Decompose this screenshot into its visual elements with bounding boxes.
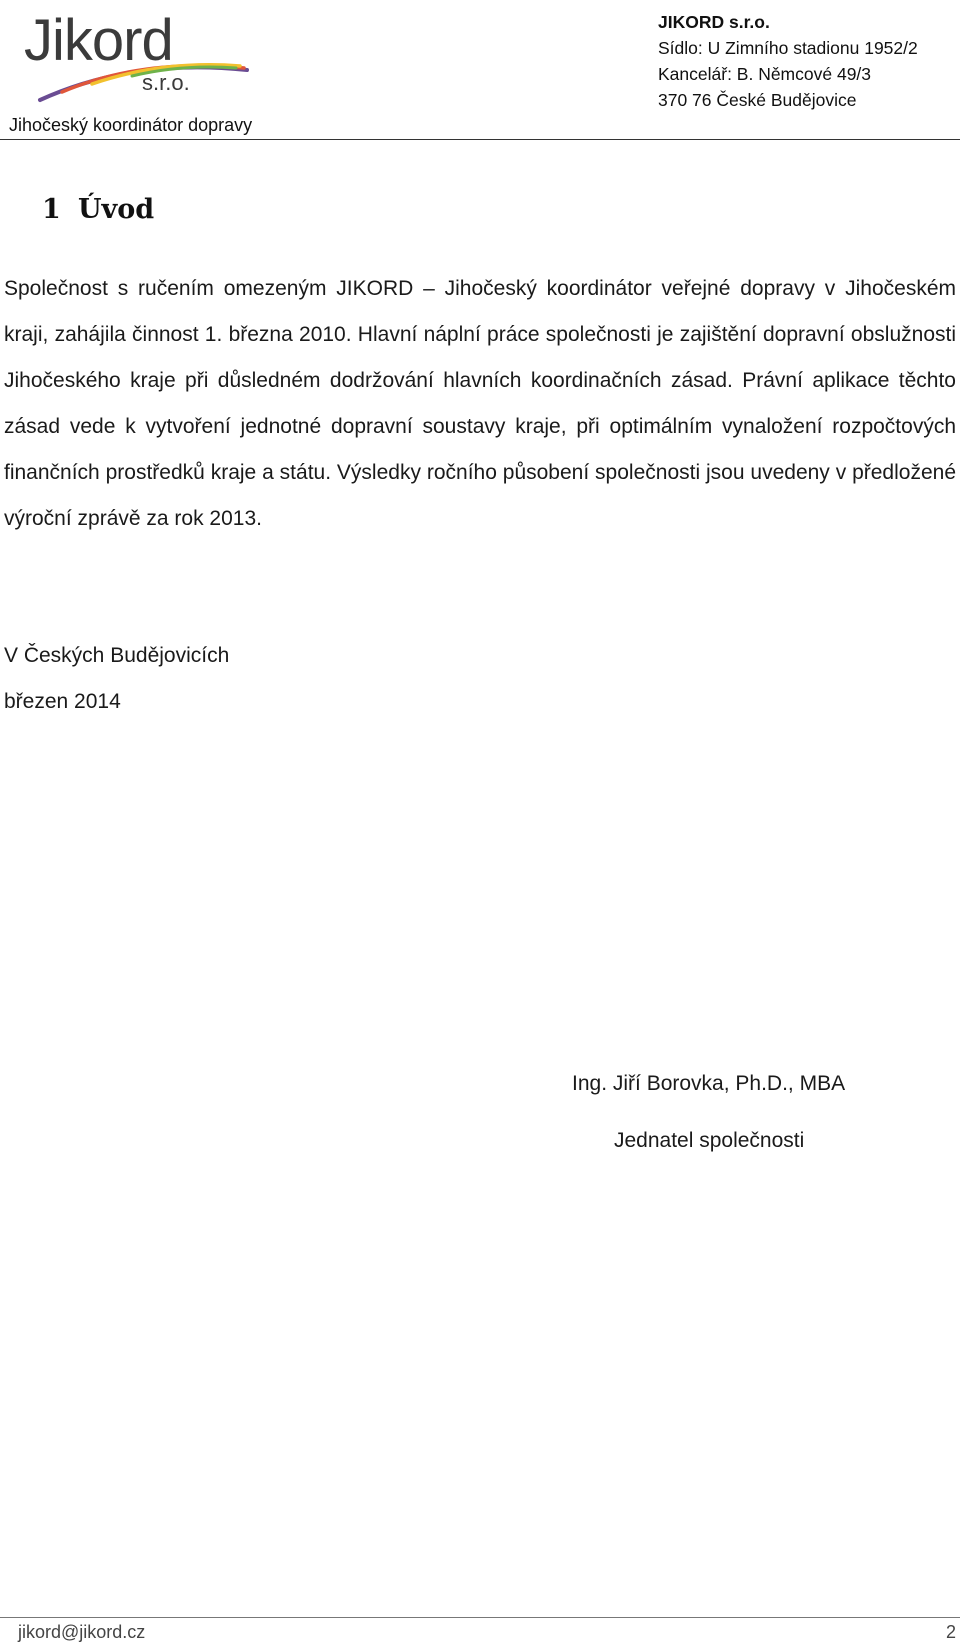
logo-suffix: s.r.o. bbox=[142, 70, 190, 95]
footer-divider bbox=[0, 1617, 960, 1618]
place-line: V Českých Budějovicích bbox=[4, 644, 230, 667]
company-seat: Sídlo: U Zimního stadionu 1952/2 bbox=[658, 38, 918, 58]
logo-wordmark: Jikord bbox=[24, 8, 173, 73]
page-header bbox=[0, 0, 960, 140]
date-line: březen 2014 bbox=[4, 690, 121, 713]
company-address-block bbox=[658, 9, 918, 113]
company-logo bbox=[22, 8, 262, 108]
section-number: 1 bbox=[42, 194, 61, 225]
intro-paragraph: Společnost s ručením omezeným JIKORD – Jihočeský koordinátor veřejné dopravy v Jihočeském kraji, zahájila činnost 1. března 2010. Hlavní náplní práce společnosti je zajištění dopravní obslužnosti Jihočeského kraje při důsledném dodržování hlavních koordinačních zásad. Právní aplikace těchto zásad vede k vytvoření jednotné dopravní soustavy kraje, při optimálním vynaložení rozpočtových finančních prostředků kraje a státu. Výsledky ročního působení společnosti jsou uvedeny v předložené výroční zprávě za rok 2013. bbox=[4, 277, 956, 530]
company-office: Kancelář: B. Němcové 49/3 bbox=[658, 64, 872, 84]
header-divider bbox=[0, 139, 960, 140]
section-title: Úvod bbox=[78, 194, 155, 225]
page-number: 2 bbox=[945, 1622, 956, 1642]
section-heading bbox=[42, 192, 154, 228]
signer-role: Jednatel společnosti bbox=[614, 1129, 805, 1152]
footer-email: jikord@jikord.cz bbox=[18, 1622, 146, 1642]
header-subtitle: Jihočeský koordinátor dopravy bbox=[9, 115, 253, 135]
signer-name: Ing. Jiří Borovka, Ph.D., MBA bbox=[572, 1072, 846, 1095]
company-name: JIKORD s.r.o. bbox=[658, 12, 770, 32]
company-city: 370 76 České Budějovice bbox=[658, 90, 857, 110]
